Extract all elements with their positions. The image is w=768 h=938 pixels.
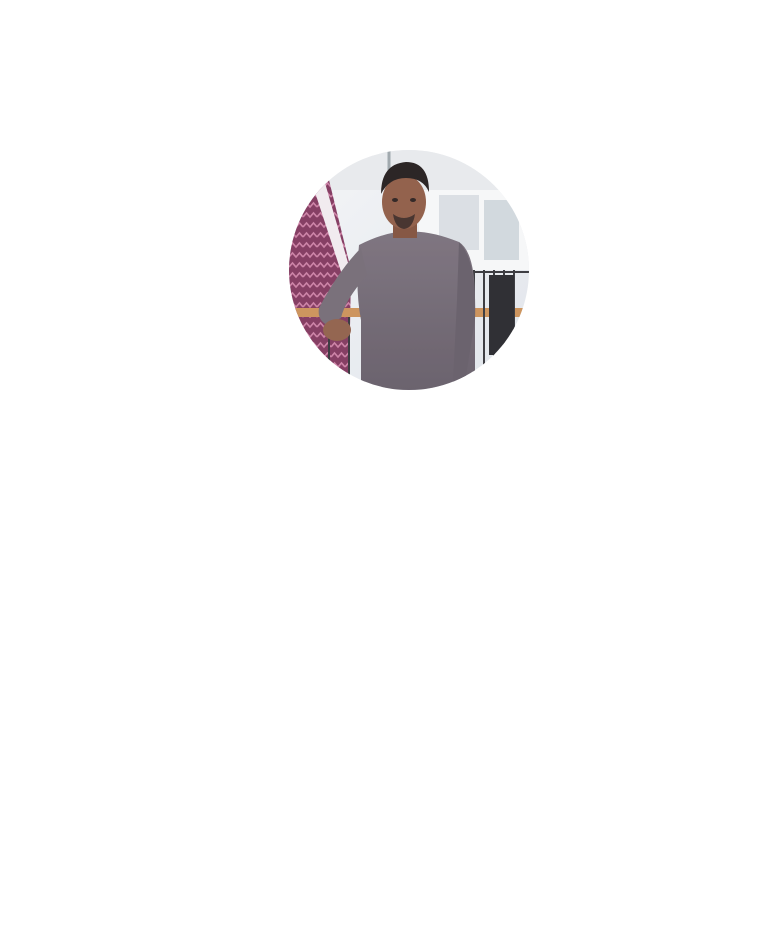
person-photo-icon — [289, 150, 529, 390]
profile-avatar[interactable] — [289, 150, 529, 390]
